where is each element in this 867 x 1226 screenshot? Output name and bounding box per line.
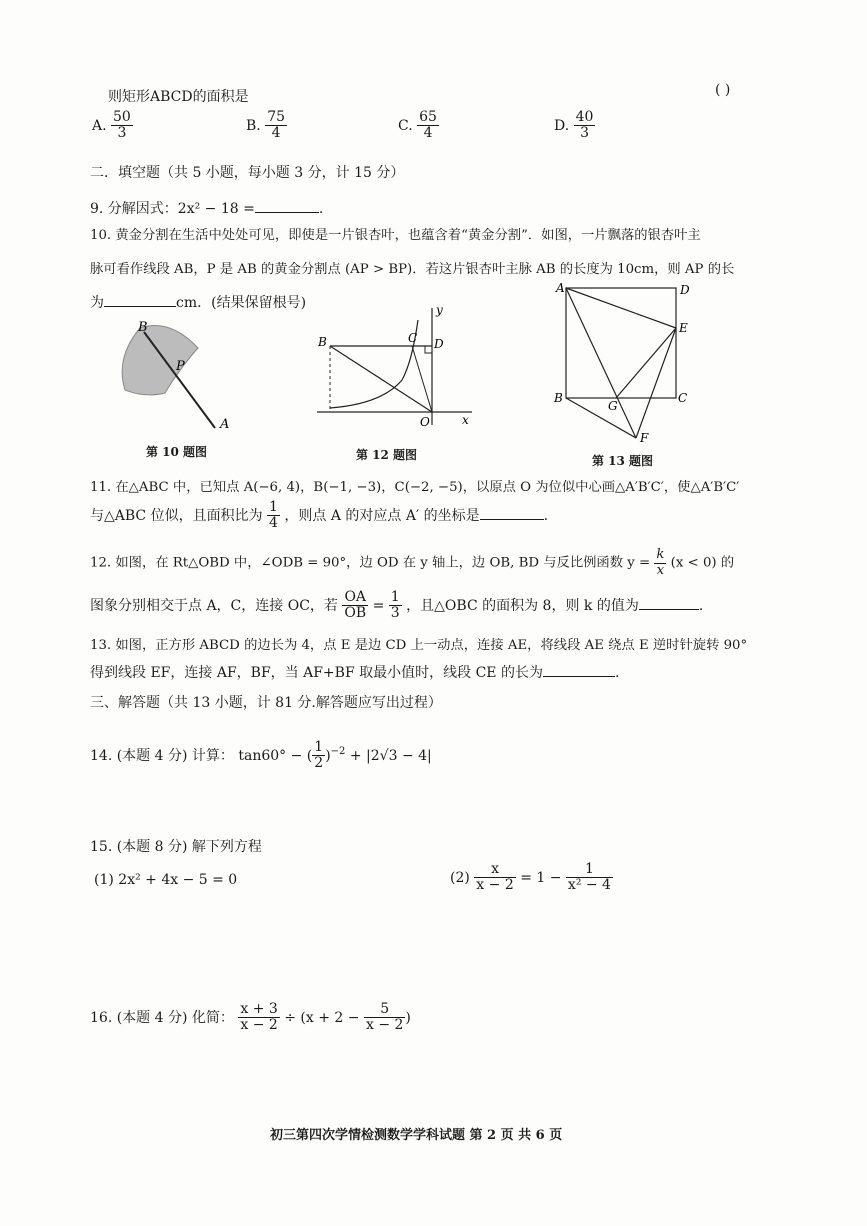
question-13-line1: 13. 如图，正方形 ABCD 的边长为 4，点 E 是边 CD 上一动点，连接 AE，将线段 AE 绕点 E 逆时针旋转 90° [90, 638, 748, 653]
segment-ef [636, 328, 676, 438]
figure-10-ginkgo [110, 318, 250, 438]
section-2-heading: 二．填空题（共 5 小题，每小题 3 分，计 15 分） [90, 165, 405, 181]
svg-text:x: x [462, 413, 469, 427]
svg-text:B: B [318, 335, 327, 349]
question-15-label: 15. (本题 8 分) 解下列方程 [90, 839, 262, 855]
question-16: 16. (本题 4 分) 化简： $\frac{x + 3}{x - 2}$ ÷ (x + 2 − $\frac{5}{x - 2}$ ) [90, 1001, 411, 1034]
svg-text:G: G [608, 399, 618, 413]
question-12-line1: 12. 如图，在 Rt△OBD 中，∠ODB = 90°，边 OD 在 y 轴上，边 OB, BD 与反比例函数 y = $\frac{k}{x}$ (x < 0) 的 [90, 547, 735, 578]
svg-text:O: O [420, 415, 430, 429]
option-b: B. $\frac{75}{4}$ [246, 109, 286, 142]
question-11-line2: 与△ABC 位似，且面积比为 $\frac{1}{4}$ ，则点 A 的对应点 A′ 的坐标是 . [90, 499, 549, 532]
figure-12-caption: 第 12 题图 [356, 448, 418, 462]
right-angle-mark [425, 346, 432, 353]
square-abcd [566, 288, 676, 398]
question-14: 14. (本题 4 分) 计算： tan60° − ( $\frac{1}{2}$ )$^{-2}$ + |2√3 − 4| [90, 739, 432, 772]
svg-text:C: C [678, 391, 688, 405]
q8-stem: 则矩形ABCD的面积是 [108, 89, 249, 105]
option-c: C. $\frac{65}{4}$ [398, 109, 437, 142]
option-a: A. $\frac{50}{3}$ [92, 109, 131, 142]
svg-text:C: C [408, 331, 418, 345]
figure-13-square [548, 280, 698, 445]
question-15-part2: (2) $\frac{x}{x - 2}$ = 1 − $\frac{1}{\text{x² − 4}}$ [450, 861, 611, 894]
question-11-line1: 11. 在△ABC 中，已知点 A(−6, 4)，B(−1, −3)，C(−2, −5)，以原点 O 为位似中心画△A′B′C′，使△A′B′C′ [90, 480, 740, 495]
answer-parenthesis: ( ) [715, 82, 731, 98]
svg-text:A: A [556, 281, 565, 295]
svg-text:D: D [680, 283, 690, 297]
label-b: B [138, 320, 148, 335]
svg-text:E: E [679, 321, 688, 335]
svg-text:D: D [434, 337, 444, 351]
svg-text:F: F [640, 431, 649, 445]
segment-af [566, 288, 636, 438]
page-footer: 初三第四次学情检测数学学科试题 第 2 页 共 6 页 [270, 1128, 563, 1143]
section-3-heading: 三、解答题（共 13 小题，计 81 分.解答题应写出过程） [90, 695, 442, 711]
segment-ob [330, 346, 432, 412]
segment-oc [412, 346, 432, 412]
figure-12-graph [312, 300, 482, 435]
segment-ge [616, 328, 676, 398]
svg-text:y: y [436, 303, 443, 317]
question-10-line3: 为 cm．(结果保留根号) [90, 295, 307, 311]
question-13-line2: 得到线段 EF，连接 AF，BF，当 AF+BF 取最小值时，线段 CE 的长为 . [90, 665, 620, 681]
option-d: D. $\frac{40}{3}$ [554, 109, 594, 142]
label-a: A [220, 417, 230, 432]
question-10-line1: 10. 黄金分割在生活中处处可见，即使是一片银杏叶，也蕴含着“黄金分割”．如图，一片飘落的银杏叶主 [90, 228, 701, 243]
question-15-part1: (1) 2x² + 4x − 5 = 0 [94, 872, 238, 888]
ginkgo-leaf [122, 326, 198, 395]
segment-bf [566, 398, 636, 438]
question-12-line2: 图象分别相交于点 A，C，连接 OC，若 $\frac{OA}{OB}$ = $\frac{1}{3}$ ，且△OBC 的面积为 8，则 k 的值为 . [90, 589, 704, 622]
label-p: P [176, 359, 185, 374]
figure-13-caption: 第 13 题图 [592, 454, 654, 468]
svg-text:B: B [554, 391, 563, 405]
figure-10-caption: 第 10 题图 [146, 445, 208, 459]
question-10-line2: 脉可看作线段 AB，P 是 AB 的黄金分割点 (AP > BP)．若这片银杏叶主脉 AB 的长度为 10cm，则 AP 的长 [90, 262, 735, 277]
question-9: 9. 分解因式：2x² − 18 = . [90, 201, 324, 217]
